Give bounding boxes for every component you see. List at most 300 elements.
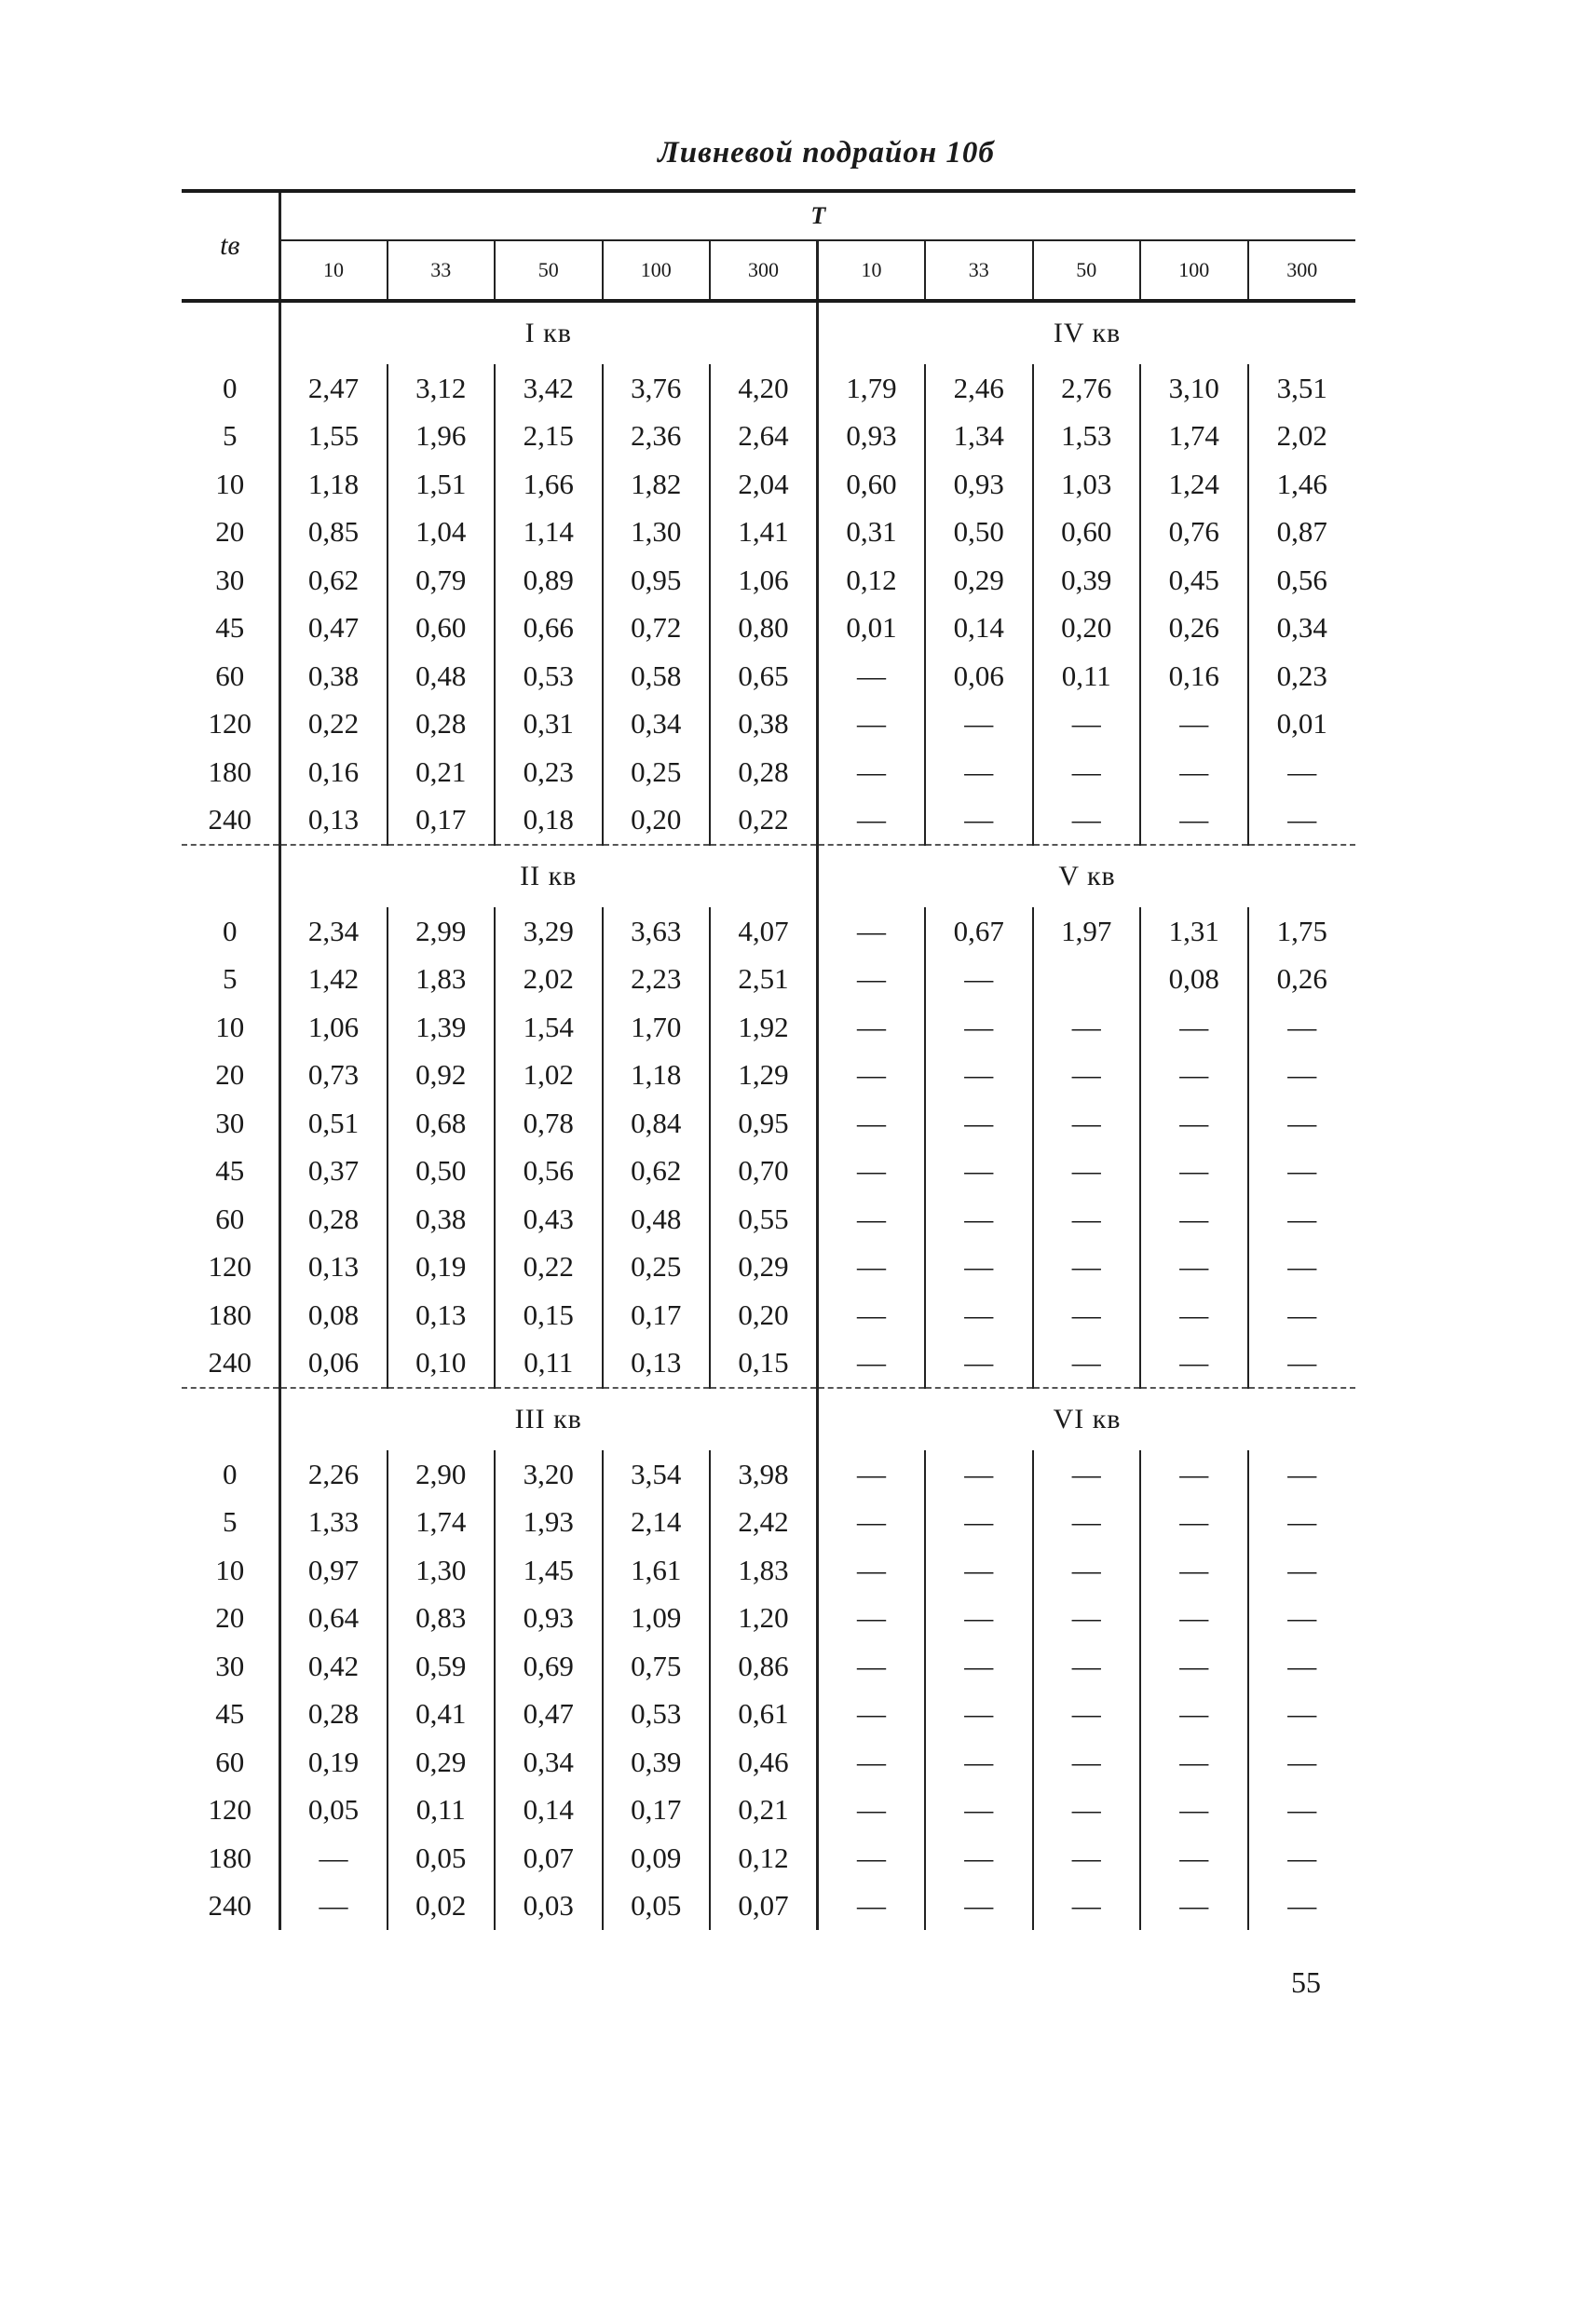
page-number: 55 xyxy=(1291,1965,1321,1999)
value-cell: 0,26 xyxy=(1248,956,1356,1004)
value-cell: 2,36 xyxy=(603,413,711,461)
value-cell: — xyxy=(1033,1834,1141,1882)
value-cell: 0,86 xyxy=(710,1642,818,1691)
value-cell: — xyxy=(1248,1291,1356,1339)
value-cell: 0,29 xyxy=(388,1738,496,1787)
value-cell: 0,47 xyxy=(495,1691,603,1739)
value-cell: 0,15 xyxy=(710,1339,818,1389)
value-cell: — xyxy=(1140,1834,1248,1882)
value-cell: 0,56 xyxy=(1248,556,1356,605)
value-cell: — xyxy=(1140,1148,1248,1196)
column-header-T-50: 50 xyxy=(1033,240,1141,301)
duration-cell: 0 xyxy=(182,907,279,956)
value-cell: 0,17 xyxy=(603,1291,711,1339)
column-header-T-100: 100 xyxy=(1140,240,1248,301)
value-cell: — xyxy=(925,1148,1033,1196)
value-cell: — xyxy=(925,1595,1033,1643)
table-row xyxy=(182,1339,1355,1389)
value-cell: 1,61 xyxy=(603,1546,711,1595)
table-row xyxy=(182,605,1355,653)
value-cell: — xyxy=(818,907,926,956)
value-cell: — xyxy=(1033,700,1141,749)
value-cell: 1,06 xyxy=(710,556,818,605)
value-cell: — xyxy=(1248,1546,1356,1595)
value-cell: — xyxy=(1248,1499,1356,1547)
duration-cell: 10 xyxy=(182,1003,279,1052)
quarter-title-right: IV кв xyxy=(818,301,1356,364)
value-cell: — xyxy=(1248,1738,1356,1787)
value-cell: 0,18 xyxy=(495,796,603,846)
value-cell: 0,89 xyxy=(495,556,603,605)
value-cell: 0,29 xyxy=(710,1244,818,1292)
duration-cell: 5 xyxy=(182,956,279,1004)
value-cell: 2,99 xyxy=(388,907,496,956)
value-cell: 1,31 xyxy=(1140,907,1248,956)
duration-cell: 10 xyxy=(182,460,279,509)
value-cell: 0,53 xyxy=(603,1691,711,1739)
value-cell: — xyxy=(1248,1642,1356,1691)
value-cell: 0,61 xyxy=(710,1691,818,1739)
value-cell: — xyxy=(925,1546,1033,1595)
value-cell: — xyxy=(925,1882,1033,1931)
value-cell: — xyxy=(818,1244,926,1292)
value-cell: 0,93 xyxy=(495,1595,603,1643)
value-cell: 4,20 xyxy=(710,364,818,413)
value-cell: 2,26 xyxy=(307,1457,360,1490)
rainfall-table xyxy=(182,189,1355,1930)
value-cell: 3,51 xyxy=(1248,364,1356,413)
value-cell: — xyxy=(925,1195,1033,1244)
column-header-T-10: 10 xyxy=(818,240,926,301)
duration-cell: 20 xyxy=(182,1595,279,1643)
value-cell: — xyxy=(818,1642,926,1691)
value-cell: 1,30 xyxy=(603,509,711,557)
value-cell: — xyxy=(1140,1738,1248,1787)
value-cell: 2,42 xyxy=(710,1499,818,1547)
value-cell: 1,54 xyxy=(495,1003,603,1052)
value-cell: 0,64 xyxy=(307,1601,360,1635)
value-cell: — xyxy=(1248,1787,1356,1835)
value-cell: 0,45 xyxy=(1140,556,1248,605)
duration-cell: 30 xyxy=(182,1642,279,1691)
value-cell: — xyxy=(1248,1691,1356,1739)
value-cell: 3,54 xyxy=(603,1450,711,1499)
duration-cell: 60 xyxy=(182,1738,279,1787)
table-row xyxy=(182,1787,1355,1835)
value-cell: 0,17 xyxy=(388,796,496,846)
quarter-title-row xyxy=(182,1388,1355,1450)
value-cell: — xyxy=(925,1691,1033,1739)
table-row xyxy=(182,1738,1355,1787)
value-cell: 0,21 xyxy=(388,748,496,796)
value-cell: 0,10 xyxy=(388,1339,496,1389)
value-cell: 0,22 xyxy=(710,796,818,846)
quarter-title-row xyxy=(182,301,1355,364)
quarter-title-spacer xyxy=(182,845,279,907)
value-cell: 0,34 xyxy=(495,1738,603,1787)
value-cell: — xyxy=(925,700,1033,749)
value-cell: — xyxy=(1248,1244,1356,1292)
value-cell: 1,97 xyxy=(1033,907,1141,956)
value-cell: 1,18 xyxy=(307,467,360,500)
value-cell: 0,19 xyxy=(307,1745,360,1778)
value-cell: 1,83 xyxy=(388,956,496,1004)
value-cell: 1,39 xyxy=(388,1003,496,1052)
row-header-t: tв xyxy=(182,191,279,301)
value-cell: 0,31 xyxy=(495,700,603,749)
value-cell: — xyxy=(1248,1339,1356,1389)
value-cell: — xyxy=(1033,1499,1141,1547)
value-cell: — xyxy=(1033,1882,1141,1931)
value-cell: 0,28 xyxy=(388,700,496,749)
value-cell: 2,76 xyxy=(1033,364,1141,413)
value-cell: — xyxy=(1033,1099,1141,1148)
value-cell: 1,82 xyxy=(603,460,711,509)
value-cell: 0,13 xyxy=(603,1339,711,1389)
table-row xyxy=(182,1244,1355,1292)
value-cell: 1,55 xyxy=(307,419,360,453)
value-cell: 1,41 xyxy=(710,509,818,557)
duration-cell: 30 xyxy=(182,556,279,605)
page-title: Ливневой подрайон 10б xyxy=(658,136,995,170)
value-cell: 2,46 xyxy=(925,364,1033,413)
duration-cell: 240 xyxy=(182,1882,279,1931)
value-cell: — xyxy=(1140,748,1248,796)
value-cell: — xyxy=(925,1099,1033,1148)
value-cell: 4,07 xyxy=(710,907,818,956)
quarter-title-left: II кв xyxy=(520,861,578,891)
value-cell: 1,03 xyxy=(1033,460,1141,509)
value-cell: — xyxy=(925,1834,1033,1882)
value-cell: 0,05 xyxy=(307,1793,360,1827)
value-cell: 0,39 xyxy=(603,1738,711,1787)
value-cell: — xyxy=(818,1195,926,1244)
value-cell: 0,11 xyxy=(495,1339,603,1389)
value-cell: 1,74 xyxy=(388,1499,496,1547)
value-cell: 0,92 xyxy=(388,1052,496,1100)
value-cell: 0,03 xyxy=(495,1882,603,1931)
value-cell: 1,75 xyxy=(1248,907,1356,956)
value-cell: 0,48 xyxy=(603,1195,711,1244)
value-cell: 0,01 xyxy=(818,605,926,653)
value-cell: 1,93 xyxy=(495,1499,603,1547)
value-cell: 0,14 xyxy=(495,1787,603,1835)
value-cell: 0,95 xyxy=(710,1099,818,1148)
value-cell: 0,13 xyxy=(307,803,360,836)
value-cell: 3,20 xyxy=(495,1450,603,1499)
value-cell: 0,34 xyxy=(1248,605,1356,653)
table-row xyxy=(182,460,1355,509)
value-cell: 0,66 xyxy=(495,605,603,653)
value-cell: — xyxy=(1033,796,1141,846)
value-cell: — xyxy=(1033,1738,1141,1787)
value-cell: — xyxy=(818,1052,926,1100)
value-cell: 0,37 xyxy=(307,1154,360,1188)
duration-cell: 120 xyxy=(182,1244,279,1292)
value-cell: 0,21 xyxy=(710,1787,818,1835)
value-cell: — xyxy=(1033,1148,1141,1196)
value-cell: — xyxy=(1033,1450,1141,1499)
value-cell: — xyxy=(818,700,926,749)
value-cell: 0,28 xyxy=(307,1697,360,1731)
value-cell: 0,65 xyxy=(710,652,818,700)
value-cell: 0,06 xyxy=(307,1346,360,1379)
duration-cell: 5 xyxy=(182,413,279,461)
value-cell: 1,29 xyxy=(710,1052,818,1100)
value-cell: — xyxy=(1140,1499,1248,1547)
value-cell: — xyxy=(1248,1195,1356,1244)
value-cell: 0,16 xyxy=(307,754,360,788)
value-cell: 0,48 xyxy=(388,652,496,700)
duration-cell: 0 xyxy=(182,364,279,413)
column-header-T-33: 33 xyxy=(388,240,496,301)
value-cell: 0,11 xyxy=(388,1787,496,1835)
value-cell: 2,90 xyxy=(388,1450,496,1499)
duration-cell: 240 xyxy=(182,796,279,846)
value-cell: 1,34 xyxy=(925,413,1033,461)
value-cell: 1,74 xyxy=(1140,413,1248,461)
value-cell: 0,16 xyxy=(1140,652,1248,700)
value-cell: 0,73 xyxy=(307,1058,360,1092)
duration-cell: 20 xyxy=(182,509,279,557)
table-row xyxy=(182,1148,1355,1196)
value-cell: — xyxy=(925,1787,1033,1835)
value-cell: 0,46 xyxy=(710,1738,818,1787)
value-cell: 0,42 xyxy=(307,1649,360,1682)
value-cell: — xyxy=(1248,1595,1356,1643)
value-cell: 1,24 xyxy=(1140,460,1248,509)
value-cell: — xyxy=(1033,1195,1141,1244)
value-cell: 0,95 xyxy=(603,556,711,605)
value-cell: 0,19 xyxy=(388,1244,496,1292)
duration-cell: 120 xyxy=(182,700,279,749)
table-row xyxy=(182,956,1355,1004)
value-cell: 0,53 xyxy=(495,652,603,700)
value-cell: — xyxy=(818,1595,926,1643)
value-cell: 0,08 xyxy=(307,1298,360,1331)
value-cell: — xyxy=(1140,1052,1248,1100)
value-cell: 0,85 xyxy=(307,515,360,549)
table-row xyxy=(182,1642,1355,1691)
value-cell: 2,23 xyxy=(603,956,711,1004)
column-header-T-300: 300 xyxy=(1248,240,1356,301)
table-row xyxy=(182,1834,1355,1882)
table-row xyxy=(182,1052,1355,1100)
table-row xyxy=(182,509,1355,557)
value-cell: 0,13 xyxy=(307,1250,360,1284)
value-cell: 0,60 xyxy=(818,460,926,509)
value-cell: 0,79 xyxy=(388,556,496,605)
value-cell: — xyxy=(1033,748,1141,796)
duration-cell: 240 xyxy=(182,1339,279,1389)
value-cell: — xyxy=(1248,1834,1356,1882)
value-cell: 0,25 xyxy=(603,1244,711,1292)
value-cell: 0,31 xyxy=(818,509,926,557)
table-row xyxy=(182,796,1355,846)
quarter-title-row xyxy=(182,845,1355,907)
value-cell: — xyxy=(1140,1003,1248,1052)
value-cell: 1,20 xyxy=(710,1595,818,1643)
column-header-T-50: 50 xyxy=(495,240,603,301)
value-cell: — xyxy=(818,1291,926,1339)
quarter-title-left: III кв xyxy=(514,1404,582,1434)
value-cell: 1,18 xyxy=(603,1052,711,1100)
duration-cell: 60 xyxy=(182,652,279,700)
value-cell: — xyxy=(1140,1691,1248,1739)
quarter-title-spacer xyxy=(182,301,279,364)
value-cell: — xyxy=(1248,1450,1356,1499)
column-header-T-300: 300 xyxy=(710,240,818,301)
value-cell: — xyxy=(925,748,1033,796)
value-cell: — xyxy=(1140,1291,1248,1339)
table-row xyxy=(182,1003,1355,1052)
value-cell: — xyxy=(925,1339,1033,1389)
value-cell: 0,72 xyxy=(603,605,711,653)
value-cell: — xyxy=(818,1882,926,1931)
value-cell: 3,29 xyxy=(495,907,603,956)
value-cell: 0,09 xyxy=(603,1834,711,1882)
value-cell: 1,66 xyxy=(495,460,603,509)
value-cell: 0,84 xyxy=(603,1099,711,1148)
value-cell: — xyxy=(818,796,926,846)
value-cell: 0,38 xyxy=(710,700,818,749)
value-cell: — xyxy=(925,796,1033,846)
value-cell: 3,63 xyxy=(603,907,711,956)
value-cell: 3,12 xyxy=(388,364,496,413)
value-cell: 0,17 xyxy=(603,1787,711,1835)
duration-cell: 45 xyxy=(182,1148,279,1196)
value-cell: 0,05 xyxy=(603,1882,711,1931)
value-cell: 1,06 xyxy=(307,1010,360,1043)
value-cell: 0,69 xyxy=(495,1642,603,1691)
duration-cell: 45 xyxy=(182,1691,279,1739)
value-cell: — xyxy=(1140,700,1248,749)
value-cell: — xyxy=(1140,1882,1248,1931)
value-cell: — xyxy=(818,1003,926,1052)
value-cell: — xyxy=(1140,1195,1248,1244)
value-cell: — xyxy=(1033,1244,1141,1292)
value-cell: 0,93 xyxy=(925,460,1033,509)
value-cell: — xyxy=(925,1003,1033,1052)
table-row xyxy=(182,1099,1355,1148)
table-row xyxy=(182,1595,1355,1643)
value-cell: 0,11 xyxy=(1033,652,1141,700)
value-cell: 1,33 xyxy=(307,1505,360,1539)
value-cell: — xyxy=(1248,1052,1356,1100)
value-cell: 0,43 xyxy=(495,1195,603,1244)
value-cell: — xyxy=(1033,1691,1141,1739)
value-cell: — xyxy=(1140,796,1248,846)
value-cell: 3,10 xyxy=(1140,364,1248,413)
value-cell: 1,02 xyxy=(495,1052,603,1100)
value-cell: — xyxy=(925,956,1033,1004)
value-cell: 0,38 xyxy=(388,1195,496,1244)
value-cell: — xyxy=(1033,1642,1141,1691)
value-cell: — xyxy=(1140,1244,1248,1292)
value-cell: 2,51 xyxy=(710,956,818,1004)
value-cell: — xyxy=(1033,1339,1141,1389)
value-cell: 3,98 xyxy=(710,1450,818,1499)
value-cell: 0,23 xyxy=(1248,652,1356,700)
value-cell: 0,87 xyxy=(1248,509,1356,557)
value-cell: 1,30 xyxy=(388,1546,496,1595)
duration-cell: 10 xyxy=(182,1546,279,1595)
value-cell: — xyxy=(1140,1642,1248,1691)
value-cell: 0,15 xyxy=(495,1291,603,1339)
value-cell: 0,97 xyxy=(307,1553,360,1586)
value-cell: 0,41 xyxy=(388,1691,496,1739)
duration-cell: 20 xyxy=(182,1052,279,1100)
value-cell: 0,29 xyxy=(925,556,1033,605)
value-cell: 2,04 xyxy=(710,460,818,509)
table-row xyxy=(182,1546,1355,1595)
value-cell: — xyxy=(1140,1546,1248,1595)
value-cell: 0,25 xyxy=(603,748,711,796)
table-row xyxy=(182,413,1355,461)
table-row xyxy=(182,1291,1355,1339)
value-cell: 1,42 xyxy=(307,962,360,996)
quarter-title-spacer xyxy=(182,1388,279,1450)
table-row xyxy=(182,907,1355,956)
value-cell: 1,14 xyxy=(495,509,603,557)
value-cell: — xyxy=(1248,796,1356,846)
value-cell: 0,07 xyxy=(710,1882,818,1931)
value-cell: — xyxy=(1140,1099,1248,1148)
table-row xyxy=(182,1195,1355,1244)
value-cell: 0,67 xyxy=(925,907,1033,956)
value-cell: 2,64 xyxy=(710,413,818,461)
table-row xyxy=(182,1499,1355,1547)
value-cell: 0,50 xyxy=(925,509,1033,557)
table-row xyxy=(182,700,1355,749)
value-cell: 1,96 xyxy=(388,413,496,461)
value-cell: 0,05 xyxy=(388,1834,496,1882)
quarter-title-right: VI кв xyxy=(818,1388,1356,1450)
duration-cell: 120 xyxy=(182,1787,279,1835)
value-cell: 0,28 xyxy=(710,748,818,796)
value-cell: 1,09 xyxy=(603,1595,711,1643)
value-cell: 0,78 xyxy=(495,1099,603,1148)
table-row xyxy=(182,652,1355,700)
value-cell: — xyxy=(818,1546,926,1595)
table-row xyxy=(182,1691,1355,1739)
value-cell: 0,62 xyxy=(603,1148,711,1196)
value-cell: — xyxy=(1140,1339,1248,1389)
value-cell: — xyxy=(1033,1003,1141,1052)
value-cell: — xyxy=(818,1787,926,1835)
table-row xyxy=(182,1882,1355,1931)
value-cell: — xyxy=(1033,1546,1141,1595)
value-cell: 0,60 xyxy=(1033,509,1141,557)
duration-cell: 45 xyxy=(182,605,279,653)
value-cell: 0,07 xyxy=(495,1834,603,1882)
duration-cell: 60 xyxy=(182,1195,279,1244)
value-cell: — xyxy=(1248,1099,1356,1148)
value-cell: 1,51 xyxy=(388,460,496,509)
value-cell: 1,92 xyxy=(710,1003,818,1052)
value-cell: 1,70 xyxy=(603,1003,711,1052)
value-cell: — xyxy=(818,748,926,796)
value-cell: — xyxy=(1033,1052,1141,1100)
value-cell: 0,62 xyxy=(307,563,360,596)
value-cell: — xyxy=(1248,1003,1356,1052)
value-cell: 2,47 xyxy=(307,371,360,404)
value-cell: 2,15 xyxy=(495,413,603,461)
value-cell xyxy=(1033,956,1141,1004)
value-cell: 0,20 xyxy=(710,1291,818,1339)
value-cell: 0,70 xyxy=(710,1148,818,1196)
value-cell: 1,79 xyxy=(818,364,926,413)
